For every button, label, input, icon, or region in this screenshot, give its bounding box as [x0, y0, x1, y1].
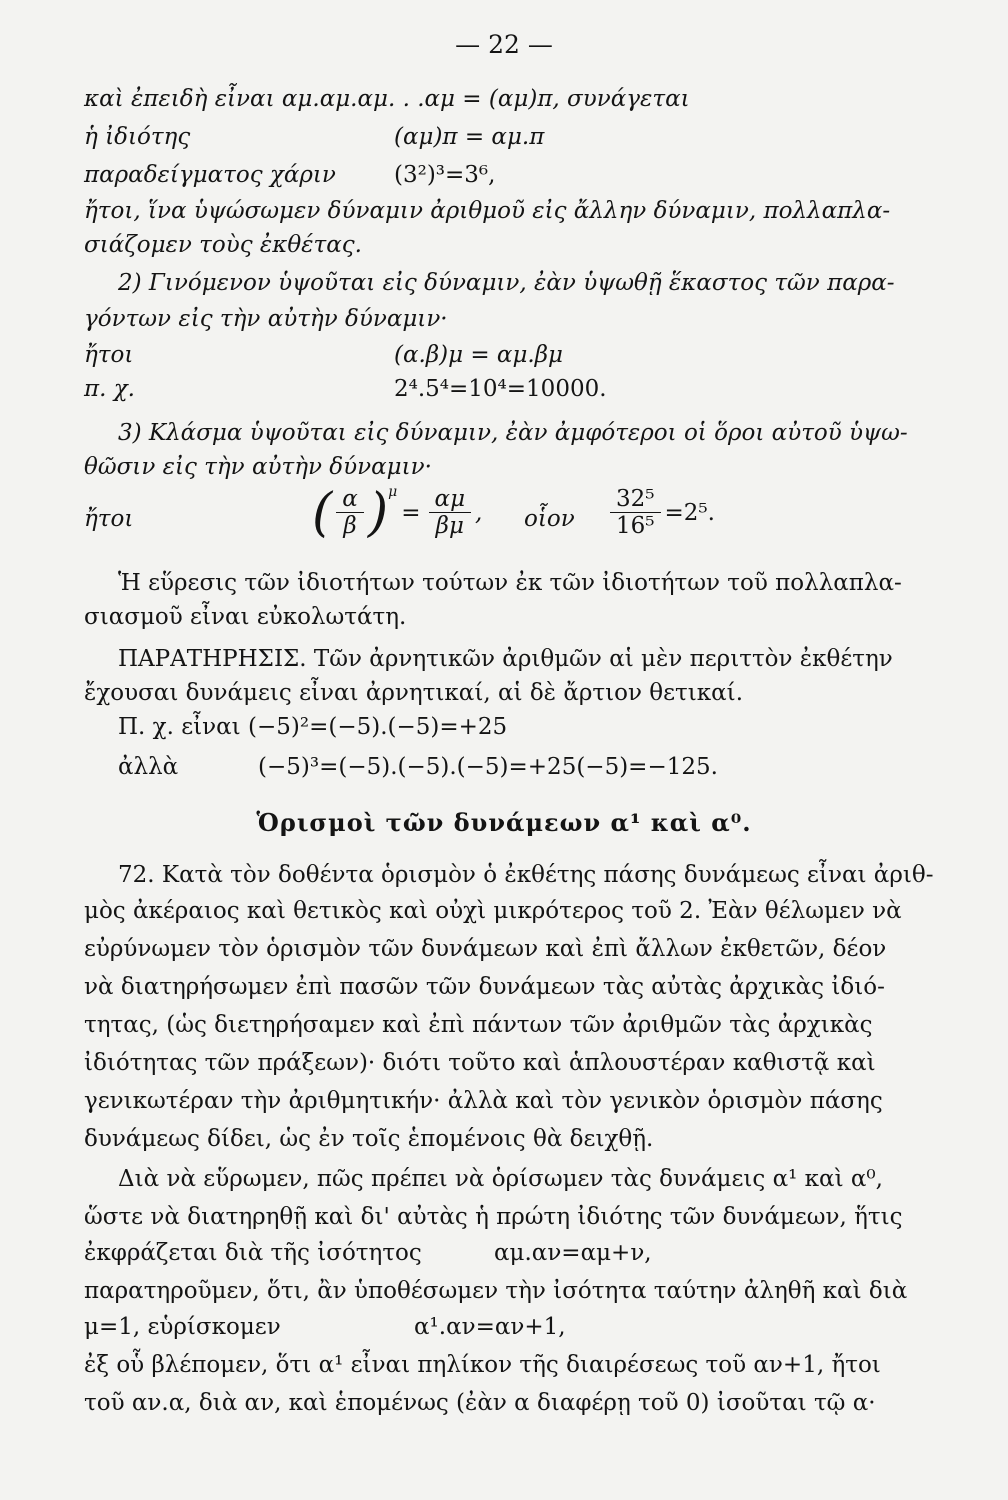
fraction-example: [606, 486, 715, 539]
text-line: γόντων εἰς τὴν αὐτὴν δύναμιν·: [84, 306, 448, 332]
fraction-denominator: β: [343, 513, 357, 539]
text-line: καὶ ἐπειδὴ εἶναι αμ.αμ.αμ. . .αμ = (αμ)π, συνάγεται: [84, 86, 690, 112]
text-line: 72. Κατὰ τὸν δοθέντα ὁρισμὸν ὁ ἐκθέτης πάσης δυνάμεως εἶναι ἀριθ-: [118, 862, 934, 888]
text-line: μὸς ἀκέραιος καὶ θετικὸς καὶ οὐχὶ μικρότερος τοῦ 2. Ἐὰν θέλωμεν νὰ: [84, 898, 902, 924]
fraction-numerator: 32⁵: [610, 486, 661, 513]
text-line: ἰδιότητας τῶν πράξεων)· διότι τοῦτο καὶ ἁπλουστέραν καθιστᾷ καὶ: [84, 1050, 876, 1076]
text-line: Ἡ εὕρεσις τῶν ἰδιοτήτων τούτων ἐκ τῶν ἰδιοτήτων τοῦ πολλαπλα-: [118, 570, 902, 596]
formula: α¹.αν=αν+1,: [414, 1314, 566, 1340]
formula-line: [84, 1312, 946, 1342]
formula-label: ἐκφράζεται διὰ τῆς ἰσότητος: [84, 1240, 422, 1266]
formula-label: οἷον: [524, 506, 575, 532]
text-line: ὥστε νὰ διατηρηθῇ καὶ δι' αὐτὰς ἡ πρώτη ἰδιότης τῶν δυνάμεων, ἥτις: [84, 1204, 903, 1230]
formula-label: ἡ ἰδιότης: [84, 124, 191, 150]
formula-label: μ=1, εὑρίσκομεν: [84, 1314, 281, 1340]
formula-line: [84, 374, 946, 404]
fraction-power-formula: ( $\frac{\alpha}{\beta}$ ) μ = $\frac{\alpha\mu}{\beta\mu}$ ,: [312, 482, 483, 543]
text-line: γενικωτέραν τὴν ἀριθμητικήν· ἀλλὰ καὶ τὸν γενικὸν ὁρισμὸν πάσης: [84, 1088, 883, 1114]
formula-label: ἤτοι: [84, 506, 134, 532]
section-heading: Ὁρισμοὶ τῶν δυνάμεων α¹ καὶ α⁰.: [256, 808, 752, 837]
formula-line: Π. χ. εἶναι (−5)²=(−5).(−5)=+25: [118, 714, 508, 740]
formula-label: π. χ.: [84, 376, 135, 402]
formula: (3²)³=3⁶,: [394, 162, 496, 188]
fraction-numerator: αμ: [429, 486, 471, 513]
text-line: τοῦ αν.α, διὰ αν, καὶ ἑπομένως (ἐὰν α διαφέρῃ τοῦ 0) ἰσοῦται τῷ α·: [84, 1390, 876, 1416]
text-line: εὐρύνωμεν τὸν ὁρισμὸν τῶν δυνάμεων καὶ ἐπὶ ἄλλων ἐκθετῶν, δέον: [84, 936, 887, 962]
text-line: τητας, (ὡς διετηρήσαμεν καὶ ἐπὶ πάντων τῶν ἀριθμῶν τὰς ἀρχικὰς: [84, 1012, 873, 1038]
text-line: δυνάμεως δίδει, ὡς ἐν τοῖς ἑπομένοις θὰ δειχθῇ.: [84, 1126, 654, 1152]
text-line: ἔχουσαι δυνάμεις εἶναι ἀρνητικαί, αἱ δὲ ἄρτιον θετικαί.: [84, 680, 744, 706]
text-line: ἐξ οὗ βλέπομεν, ὅτι α¹ εἶναι πηλίκον τῆς διαιρέσεως τοῦ αν+1, ἤτοι: [84, 1352, 881, 1378]
formula-label: παραδείγματος χάριν: [84, 162, 336, 188]
text-line: σιασμοῦ εἶναι εὐκολωτάτη.: [84, 604, 407, 630]
text-line: 2) Γινόμενον ὑψοῦται εἰς δύναμιν, ἐὰν ὑψωθῇ ἕκαστος τῶν παρα-: [118, 270, 895, 296]
text-line: Διὰ νὰ εὕρωμεν, πῶς πρέπει νὰ ὁρίσωμεν τὰς δυνάμεις α¹ καὶ α⁰,: [118, 1166, 883, 1192]
formula-line: [84, 122, 946, 152]
fraction-denominator: 16⁵: [616, 513, 655, 539]
formula-line: [84, 340, 946, 370]
formula: αμ.αν=αμ+ν,: [494, 1240, 652, 1266]
formula: (α.β)μ = αμ.βμ: [394, 342, 563, 368]
text-line: θῶσιν εἰς τὴν αὐτὴν δύναμιν·: [84, 454, 432, 480]
text-line: ἤτοι, ἵνα ὑψώσωμεν δύναμιν ἀριθμοῦ εἰς ἄλλην δύναμιν, πολλαπλα-: [84, 198, 891, 224]
fraction-result: =2⁵.: [664, 499, 715, 526]
formula-label: ἤτοι: [84, 342, 134, 368]
formula-line: [84, 1238, 946, 1268]
formula-line: [118, 752, 946, 782]
formula: (−5)³=(−5).(−5).(−5)=+25(−5)=−125.: [258, 754, 718, 780]
text-line: 3) Κλάσμα ὑψοῦται εἰς δύναμιν, ἐὰν ἀμφότεροι οἱ ὅροι αὐτοῦ ὑψω-: [118, 420, 908, 446]
fraction-numerator: α: [336, 486, 364, 513]
text-line: παρατηροῦμεν, ὅτι, ἂν ὑποθέσωμεν τὴν ἰσότητα ταύτην ἀληθῆ καὶ διὰ: [84, 1278, 908, 1304]
page-number: — 22 —: [455, 30, 553, 59]
formula-line: [84, 160, 946, 190]
formula-label: ἀλλὰ: [118, 754, 179, 780]
fraction-formula-line: [84, 482, 946, 556]
formula: 2⁴.5⁴=10⁴=10000.: [394, 376, 607, 402]
fraction-denominator: βμ: [435, 513, 464, 539]
text-line: ΠΑΡΑΤΗΡΗΣΙΣ. Τῶν ἀρνητικῶν ἀριθμῶν αἱ μὲν περιττὸν ἐκθέτην: [118, 646, 893, 672]
formula: (αμ)π = αμ.π: [394, 124, 545, 150]
text-line: νὰ διατηρήσωμεν ἐπὶ πασῶν τῶν δυνάμεων τὰς αὐτὰς ἀρχικὰς ἰδιό-: [84, 974, 885, 1000]
text-line: σιάζομεν τοὺς ἐκθέτας.: [84, 232, 362, 258]
